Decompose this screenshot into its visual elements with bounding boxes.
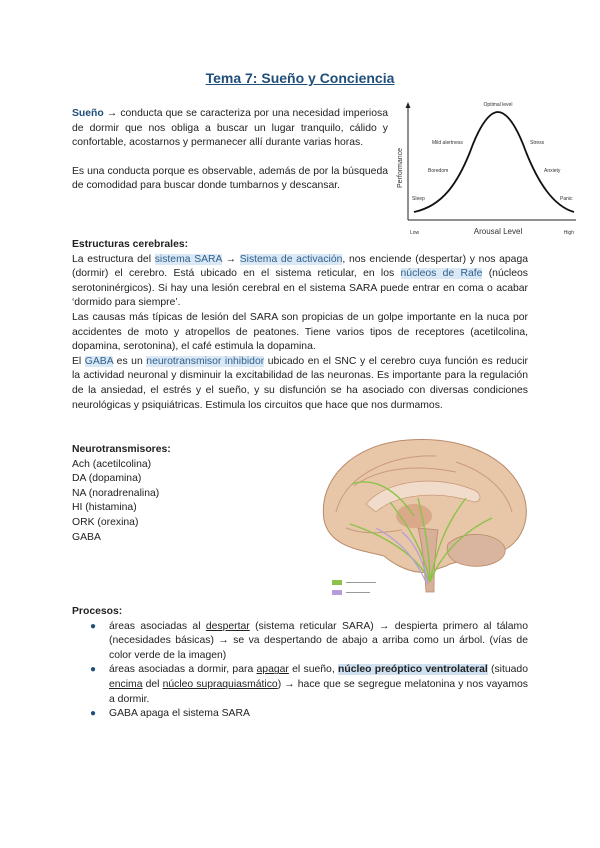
text: el sueño, [288,664,338,676]
list-item [72,663,528,707]
x-label: Arousal Level [473,227,523,236]
bullet-icon: ● [90,620,97,632]
label-anxiety: Anxiety [544,168,561,174]
definition-text: conducta que se caracteriza por una necesidad imperiosa de dormir que nos obliga a buscar un lugar tranquilo, cálido y confortable, acostarnos y permanecer allí durante varias horas. [72,108,388,149]
text: ubicado en el SNC y el cerebro cuya función es reducir la actividad neuronal y disminuir la excitabilidad de las neuronas. Es importante para la regulación de la ansiedad, el estrés y el sueño, y su disfunción se ha asociado con diversas condiciones neurológicas y psiquiátricas. Estimula los circuitos que hace que nos durmamos. [72,355,528,411]
list-item [72,707,528,722]
neuro-item: DA (dopamina) [72,473,142,485]
text: áreas asociadas a dormir, para [109,664,257,676]
procesos-list [72,620,528,722]
label-boredom: Boredom [428,168,449,174]
neuro-item: GABA [72,531,101,543]
intro-paragraph-2: Es una conducta porque es observable, además de por la búsqueda de comodidad para buscar donde tumbarnos y descansar. [72,165,388,192]
text: del [142,678,163,690]
procesos-section [72,605,528,722]
text: (sistema reticular SARA) → despierta primero al tálamo (necesidades básicas) → se va despertando de abajo a arriba como un árbol. (vías de color verde de la imagen) [109,620,528,661]
y-axis-arrow [406,102,411,108]
page-title: Tema 7: Sueño y Conciencia [205,70,395,86]
neurotransmisores-section [72,443,292,545]
intro-section [72,107,388,194]
y-label: Performance [397,147,404,188]
intro-definition [72,107,388,151]
neuro-item: Ach (acetilcolina) [72,458,152,470]
label-peak: Optimal level [483,102,513,108]
highlight-sara: sistema SARA [154,253,222,265]
label-high: High [563,230,574,236]
estructuras-paragraph-1 [72,253,528,311]
neuro-item: ORK (orexina) [72,516,139,528]
text: GABA apaga el sistema SARA [109,708,250,720]
highlight-nucleo-preoptico: núcleo preóptico ventrolateral [338,664,488,676]
label-panic: Panic [560,196,573,202]
list-item [72,620,528,664]
brain-sagittal-image [306,432,536,604]
procesos-heading: Procesos: [72,606,123,617]
arrow: → [221,253,240,265]
neuro-item: NA (noradrenalina) [72,487,160,499]
highlight-activacion: Sistema de activación [239,253,343,265]
highlight-rafe: núcleos de Rafe [400,268,483,280]
legend-purple-swatch [332,590,342,595]
term-sueno: Sueño [72,108,104,119]
legend-green-swatch [332,580,342,585]
arousal-curve [414,112,574,212]
highlight-gaba: GABA [84,355,114,367]
label-sleep: Sleep [412,196,425,202]
label-low: Low [410,230,420,236]
arousal-performance-chart [398,96,582,238]
underlined-apagar: apagar [256,664,289,676]
neuro-item: HI (histamina) [72,502,137,514]
bullet-icon: ● [90,664,97,676]
bullet-icon: ● [90,708,97,720]
text: , nos enciende (despertar) y nos apaga (dormir) el cerebro. Está ubicado en el sistema reticular, en los [72,253,529,280]
text: (situado [487,664,528,676]
cerebellum [447,534,505,566]
arrow: → [103,108,121,119]
text: La estructura del [72,253,155,265]
text: El [72,355,85,367]
estructuras-heading: Estructuras cerebrales: [72,239,189,250]
estructuras-paragraph-3 [72,355,528,413]
underlined-encima: encima [109,678,143,690]
text: áreas asociadas al [109,620,206,632]
label-stress: Stress [530,140,545,146]
highlight-neurotransmisor: neurotransmisor inhibidor [146,355,265,367]
text: (núcleos serotoninérgicos). Si hay una lesión cerebral en el sistema SARA puede entrar en coma o acabar ‘dormido para siempre’. [72,268,528,309]
neuro-heading: Neurotransmisores: [72,444,171,455]
estructuras-paragraph-2: Las causas más típicas de lesión del SARA son propicias de un golpe importante en la nuca por accidentes de moto y atropellos de peatones. Tiene varios tipos de receptores (acetilcolina, dopamina, serotonina), el café estimula la dopamina. [72,311,528,353]
text: ) → hace que se segregue melatonina y nos vayamos a dormir. [109,678,528,705]
underlined-despertar: despertar [205,620,250,632]
label-mild: Mild alertness [432,140,463,146]
text: es un [113,355,147,367]
underlined-supraquiasmatico: núcleo supraquiasmático [162,678,278,690]
estructuras-section [72,238,528,413]
